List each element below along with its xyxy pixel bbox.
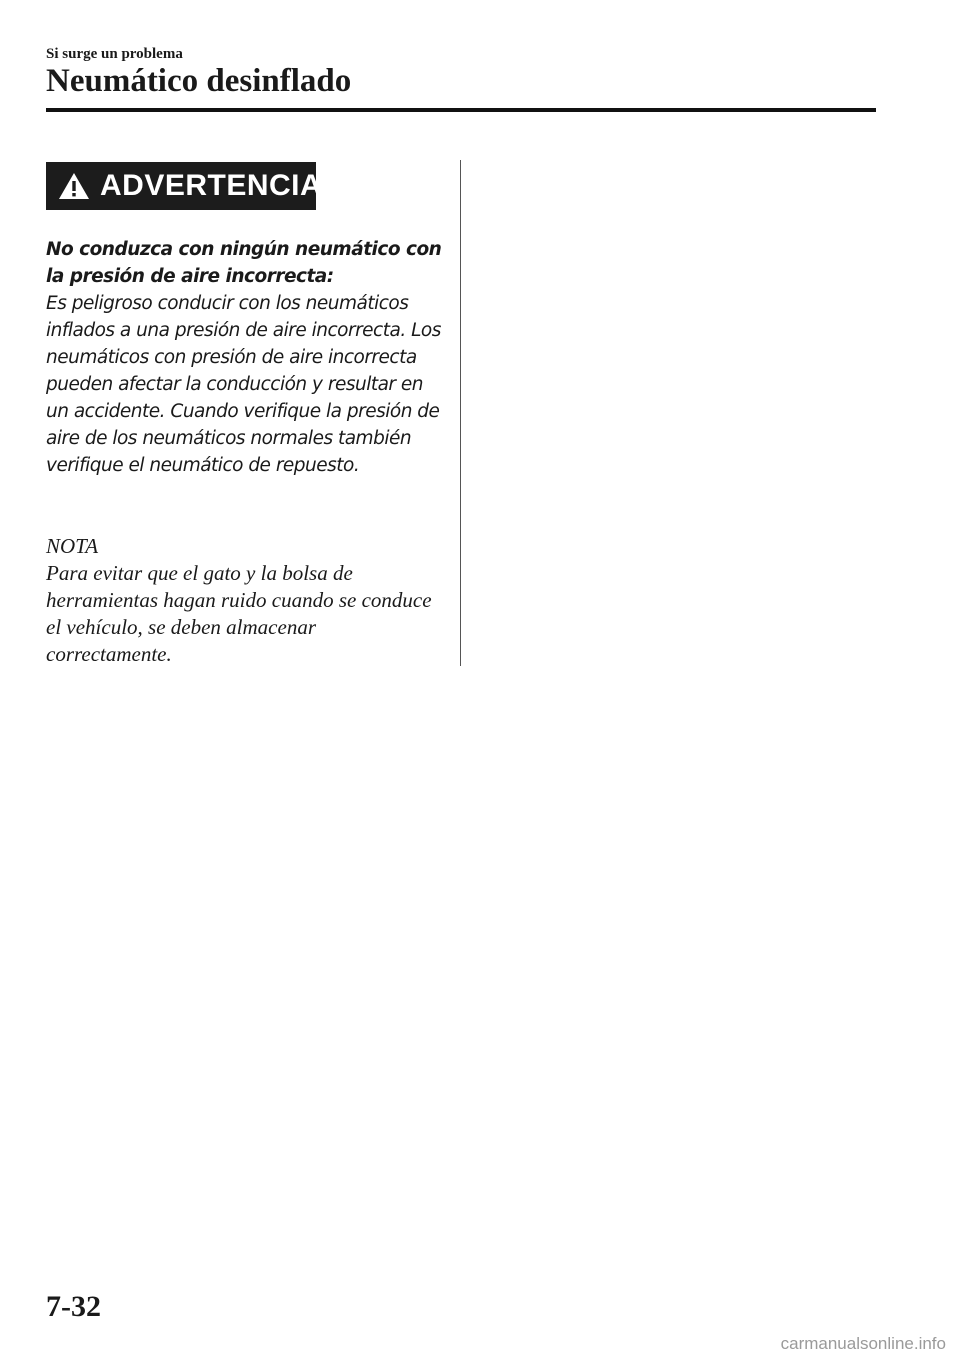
title-rule <box>46 108 876 112</box>
section-label: Si surge un problema <box>46 46 183 62</box>
warning-label: ADVERTENCIA <box>100 169 323 202</box>
warning-body <box>46 236 446 479</box>
note-block <box>46 533 446 668</box>
note-text: Para evitar que el gato y la bolsa de herramientas hagan ruido cuando se conduce el vehículo, se deben almacenar correctamente. <box>46 561 432 666</box>
warning-heading: No conduzca con ningún neumático con la presión de aire incorrecta: <box>46 239 442 287</box>
watermark: carmanualsonline.info <box>780 1334 946 1353</box>
warning-triangle-icon <box>58 171 90 201</box>
warning-text: Es peligroso conducir con los neumáticos inflados a una presión de aire incorrecta. Los neumáticos con presión de aire incorrecta pueden afectar la conducción y resultar en un accidente. Cuando verifique la presión de aire de los neumáticos normales también verifique el neumático de repuesto. <box>46 293 441 476</box>
warning-header <box>46 162 323 210</box>
column-divider <box>460 160 461 666</box>
page-title: Neumático desinflado <box>46 63 352 99</box>
note-title: NOTA <box>46 534 99 558</box>
page-number: 7-32 <box>46 1290 101 1323</box>
